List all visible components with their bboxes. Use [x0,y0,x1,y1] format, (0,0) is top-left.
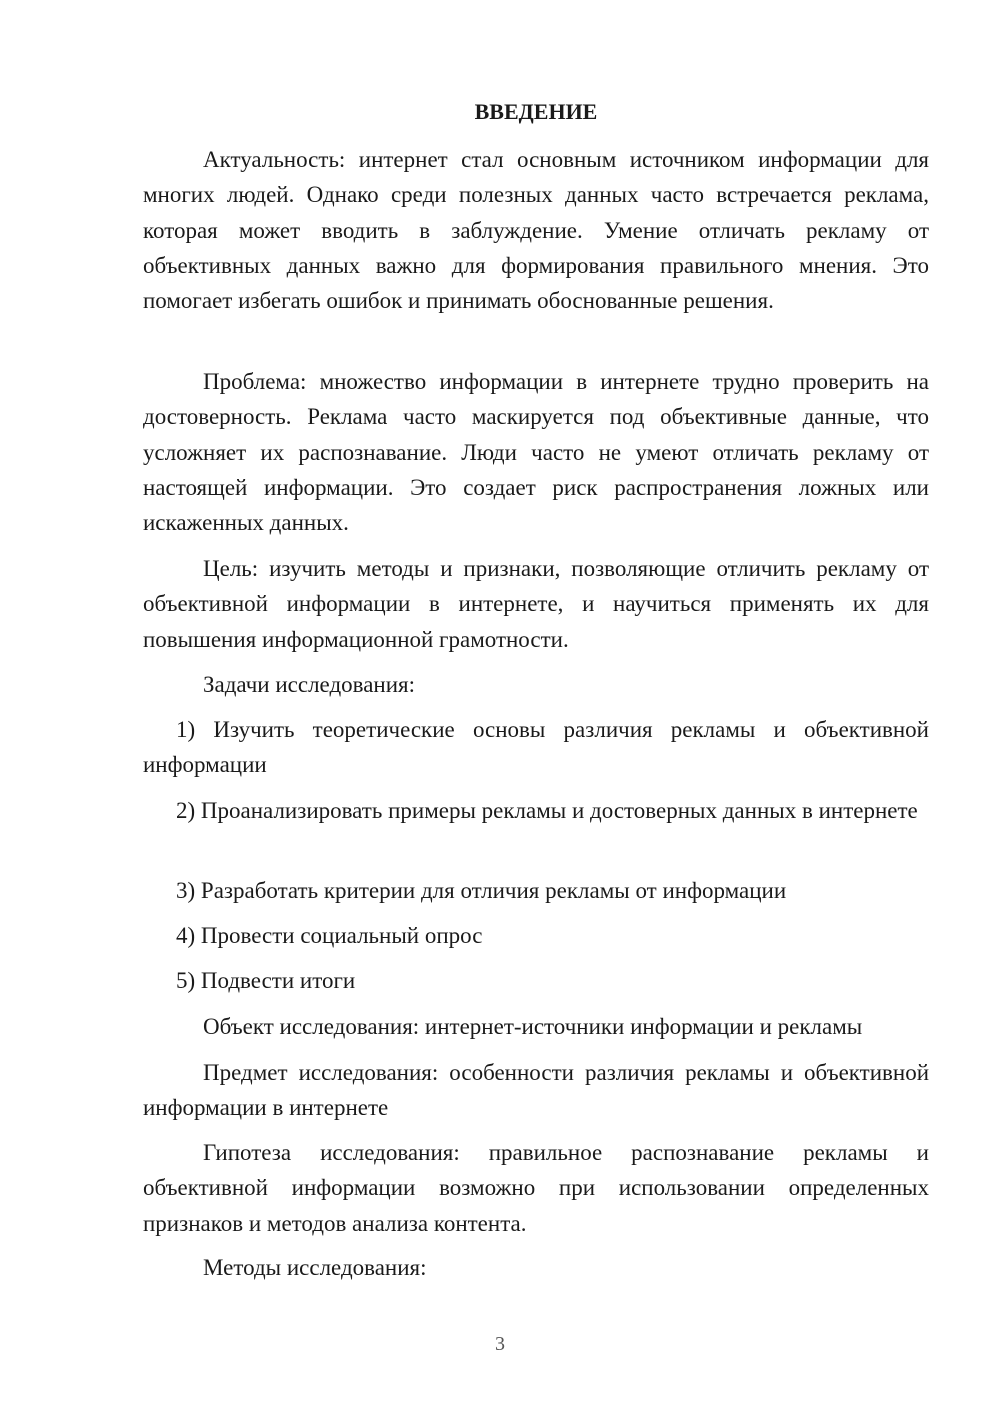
task-item-2: 2) Проанализировать примеры рекламы и достоверных данных в интернете [176,798,918,823]
page-number: 3 [495,1333,505,1355]
task-item-5: 5) Подвести итоги [176,968,356,993]
page-title: ВВЕДЕНИЕ [474,99,598,124]
subject-paragraph: Предмет исследования: особенности различия рекламы и объективной информации в интернете [143,1060,929,1121]
task-item-4: 4) Провести социальный опрос [176,923,483,948]
problem-paragraph: Проблема: множество информации в интернете трудно проверить на достоверность. Реклама часто маскируется под объективные данные, что усложняет их распознавание. Люди часто не умеют отличать рекламу от настоящей информации. Это создает риск распространения ложных или искаженных данных. [143,369,929,536]
hypothesis-paragraph: Гипотеза исследования: правильное распознавание рекламы и объективной информации возможно при использовании определенных признаков и методов анализа контента. [143,1140,929,1236]
task-item-1: 1) Изучить теоретические основы различия рекламы и объективной информации [143,717,929,778]
methods-title: Методы исследования: [203,1255,427,1280]
object-paragraph: Объект исследования: интернет-источники информации и рекламы [203,1014,863,1039]
goal-paragraph: Цель: изучить методы и признаки, позволяющие отличить рекламу от объективной информации в интернете, и научиться применять их для повышения информационной грамотности. [143,556,929,652]
task-item-3: 3) Разработать критерии для отличия рекламы от информации [176,878,787,903]
tasks-title: Задачи исследования: [203,672,416,697]
relevance-paragraph: Актуальность: интернет стал основным источником информации для многих людей. Однако среди полезных данных часто встречается реклама, которая может вводить в заблуждение. Умение отличать рекламу от объективных данных важно для формирования правильного мнения. Это помогает избегать ошибок и принимать обоснованные решения. [143,147,929,314]
